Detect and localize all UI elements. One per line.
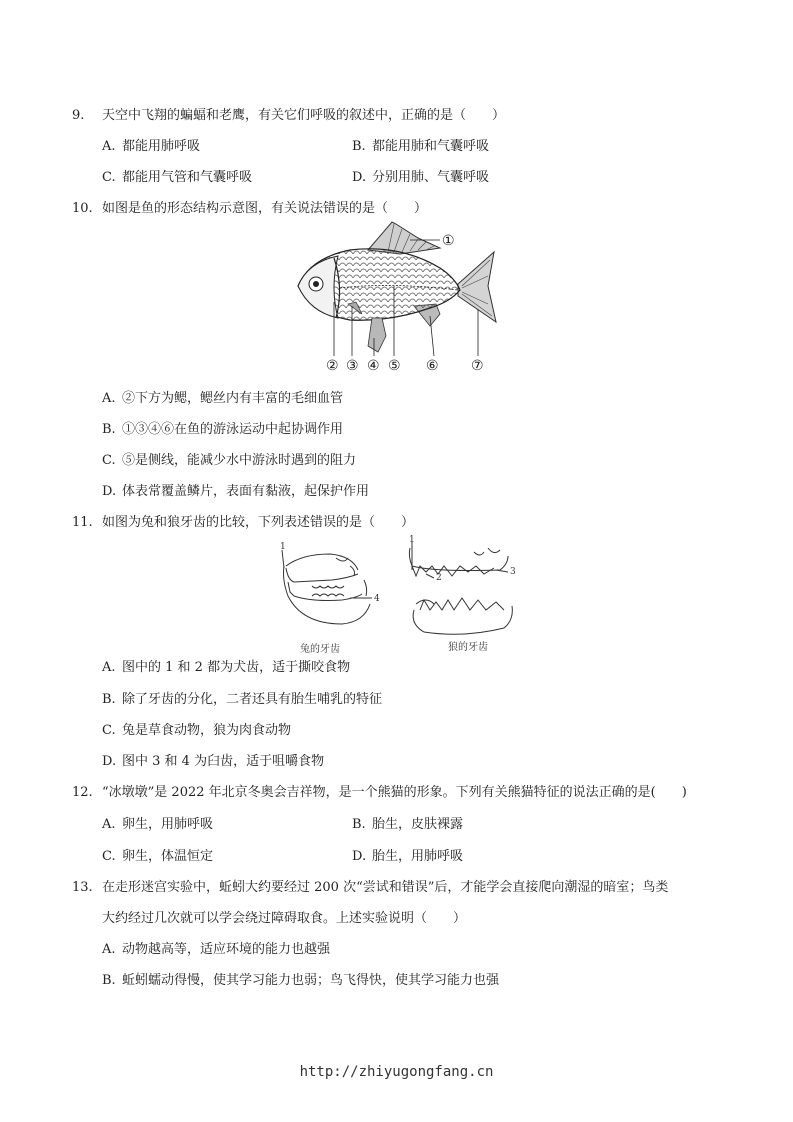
question-9-stem: [72, 104, 505, 123]
question-12-stem: [72, 781, 687, 800]
wolf-caption: 狼的牙齿: [448, 642, 488, 653]
q11-option-b: B. 除了牙齿的分化，二者还具有胎生哺乳的特征: [102, 692, 383, 707]
rabbit-teeth-diagram: [272, 540, 382, 640]
wolf-teeth-diagram: [404, 534, 520, 638]
q13-option-a: A. 动物越高等，适应环境的能力也越强: [102, 942, 331, 957]
q9-option-a: A. 都能用肺呼吸: [102, 139, 201, 154]
q11-option-a: A. 图中的 1 和 2 都为犬齿，适于撕咬食物: [102, 660, 351, 675]
fish-label-7: ⑦: [471, 358, 484, 374]
q10-option-c: C. ⑤是侧线，能减少水中游泳时遇到的阻力: [102, 453, 357, 468]
question-13-stem: [72, 876, 668, 895]
fish-label-1: ①: [442, 233, 455, 249]
q12-option-c: C. 卵生，体温恒定: [102, 849, 214, 864]
question-number: 10.: [72, 201, 93, 216]
question-text-line-2: 大约经过几次就可以学会绕过障碍取食。上述实验说明（ ）: [102, 911, 467, 926]
question-11-stem: [72, 511, 414, 530]
q9-option-c: C. 都能用气管和气囊呼吸: [102, 170, 253, 185]
rabbit-caption: 兔的牙齿: [300, 644, 340, 655]
question-number: 13.: [72, 880, 93, 895]
question-text: 天空中飞翔的蝙蝠和老鹰，有关它们呼吸的叙述中，正确的是（ ）: [102, 108, 506, 123]
fish-label-3: ③: [346, 358, 359, 374]
wolf-label-3: 3: [510, 567, 516, 577]
wolf-label-2: 2: [436, 573, 442, 583]
wolf-label-1: 1: [409, 535, 415, 545]
footer-url[interactable]: http://zhiyugongfang.cn: [299, 1064, 494, 1080]
question-text-line-1: 在走形迷宫实验中，蚯蚓大约要经过 200 次“尝试和错误”后，才能学会直接爬向潮湿的暗室；鸟类: [102, 880, 669, 895]
question-text: “冰墩墩”是 2022 年北京冬奥会吉祥物，是一个熊猫的形象。下列有关熊猫特征的说法正确的是( ): [102, 785, 687, 800]
question-number: 12.: [72, 785, 93, 800]
fish-label-5: ⑤: [388, 358, 401, 374]
q9-option-d: D. 分别用肺、气囊呼吸: [352, 170, 490, 185]
question-10-stem: [72, 197, 427, 216]
question-number: 11.: [72, 515, 93, 530]
question-number: 9.: [72, 108, 85, 123]
fish-label-4: ④: [367, 358, 380, 374]
q12-option-d: D. 胎生，用肺呼吸: [352, 849, 464, 864]
q12-option-a: A. 卵生，用肺呼吸: [102, 817, 214, 832]
fish-diagram: [290, 218, 510, 378]
fish-label-2: ②: [326, 358, 339, 374]
q13-option-b: B. 蚯蚓蠕动得慢，使其学习能力也弱；鸟飞得快，使其学习能力也强: [102, 973, 500, 988]
q10-option-a: A. ②下方为鳃，鳃丝内有丰富的毛细血管: [102, 391, 344, 406]
q11-option-c: C. 兔是草食动物，狼为肉食动物: [102, 723, 292, 738]
question-text: 如图为兔和狼牙齿的比较，下列表述错误的是（ ）: [102, 515, 415, 530]
q9-option-b: B. 都能用肺和气囊呼吸: [352, 139, 490, 154]
q10-option-d: D. 体表常覆盖鳞片，表面有黏液，起保护作用: [102, 484, 370, 499]
rabbit-label-1: 1: [280, 542, 286, 552]
q12-option-b: B. 胎生，皮肤裸露: [352, 817, 464, 832]
question-text: 如图是鱼的形态结构示意图，有关说法错误的是（ ）: [102, 201, 428, 216]
fish-label-6: ⑥: [426, 358, 439, 374]
pelvic-fin: [368, 318, 386, 352]
q10-option-b: B. ①③④⑥在鱼的游泳运动中起协调作用: [102, 422, 344, 437]
rabbit-label-4: 4: [374, 594, 380, 604]
q11-option-d: D. 图中 3 和 4 为臼齿，适于咀嚼食物: [102, 754, 325, 769]
